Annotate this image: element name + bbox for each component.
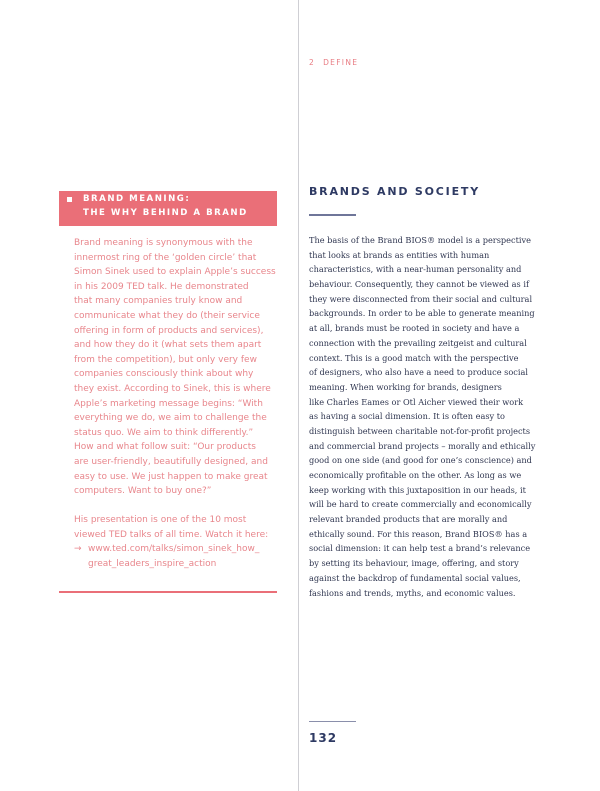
title-rule — [309, 214, 356, 216]
text-line: and how they do it (what sets them apart — [74, 340, 262, 351]
body-line: and commercial brand projects – morally and ethically — [309, 440, 536, 451]
body-line: of designers, who also have a need to produce social — [309, 367, 529, 378]
sidebar-bottom-rule — [59, 591, 277, 593]
body-line: social dimension: it can help test a brand’s relevance — [309, 543, 531, 554]
body-line: against the backdrop of fundamental social values, — [309, 572, 521, 583]
body-line: distinguish between charitable not-for-profit projects — [309, 425, 531, 436]
body-line: meaning. When working for brands, designers — [309, 381, 502, 392]
square-bullet-icon — [67, 197, 72, 202]
text-line: status quo. We aim to think differently.” — [74, 427, 254, 438]
text-line: innermost ring of the ‘golden circle’ that — [74, 252, 257, 263]
text-line: Brand meaning is synonymous with the — [74, 238, 253, 248]
chapter-title: DEFINE — [323, 58, 359, 67]
text-line: are user-friendly, beautifully designed, and — [74, 456, 268, 467]
page-number: 132 — [309, 731, 338, 745]
body-line: context. This is a good match with the perspective — [309, 352, 519, 363]
text-line: in his 2009 TED talk. He demonstrated — [74, 281, 249, 292]
folio-rule — [309, 721, 356, 722]
text-line: from the competition), but only very few — [74, 354, 257, 365]
text-line: Apple’s marketing message begins: “With — [74, 398, 263, 409]
body-text — [309, 233, 541, 600]
body-line: connection with the prevailing zeitgeist and cultural — [309, 337, 527, 348]
text-line: His presentation is one of the 10 most — [74, 515, 247, 526]
sidebar-paragraph-2 — [74, 513, 282, 542]
sidebar-heading-line2: THE WHY BEHIND A BRAND — [83, 208, 248, 218]
body-line: by setting its behaviour, image, offering, and story — [309, 558, 519, 569]
text-line: easy to use. We just happen to make great — [74, 471, 268, 482]
body-line: economically profitable on the other. As long as we — [309, 470, 522, 480]
text-line: viewed TED talks of all time. Watch it here: — [74, 529, 269, 540]
chapter-number: 2 — [309, 58, 316, 67]
text-line: offering in form of products and services), — [74, 325, 264, 336]
sidebar-heading-banner — [59, 191, 277, 226]
body-line: fashions and trends, myths, and economic values. — [309, 587, 516, 598]
text-line: they exist. According to Sinek, this is where — [74, 383, 271, 394]
body-line: keep working with this juxtaposition in our heads, it — [309, 484, 526, 495]
body-line: characteristics, with a near-human personality and — [309, 264, 522, 275]
section-title: BRANDS AND SOCIETY — [309, 185, 480, 198]
text-line: everything we do, we aim to challenge the — [74, 413, 267, 424]
text-line: Simon Sinek used to explain Apple’s success — [74, 267, 276, 278]
text-line: computers. Want to buy one?” — [74, 486, 212, 497]
body-line: as having a social dimension. It is often easy to — [309, 411, 505, 422]
arrow-right-icon: → — [74, 544, 82, 555]
body-line: behaviour. Consequently, they cannot be viewed as if — [309, 279, 529, 290]
body-line: like Charles Eames or Otl Aicher viewed their work — [309, 396, 524, 407]
body-line: relevant branded products that are morally and — [309, 514, 508, 525]
body-line: good on one side (and good for one’s conscience) and — [309, 455, 532, 466]
paragraph-gap — [74, 499, 282, 514]
body-line: that looks at brands as entities with human — [309, 249, 490, 260]
ted-link-line2[interactable]: great_leaders_inspire_action — [88, 559, 217, 570]
text-line: How and what follow suit: “Our products — [74, 442, 256, 453]
ted-link-line1[interactable]: www.ted.com/talks/simon_sinek_how_ — [88, 544, 260, 555]
sidebar-paragraph-1 — [74, 236, 282, 499]
ted-talk-link[interactable] — [74, 542, 282, 557]
text-line: companies consciously think about why — [74, 369, 254, 380]
body-line: at all, brands must be rooted in society and have a — [309, 323, 520, 334]
text-line: communicate what they do (their service — [74, 310, 260, 321]
sidebar-heading-line1: BRAND MEANING: — [83, 194, 191, 204]
body-line: The basis of the Brand BIOS® model is a perspective — [309, 235, 531, 245]
sidebar-body — [74, 236, 282, 572]
body-line: will be hard to create commercially and economically — [309, 499, 532, 510]
body-line: backgrounds. In order to be able to generate meaning — [309, 308, 535, 319]
text-line: that many companies truly know and — [74, 296, 243, 307]
body-line: they were disconnected from their social and cultural — [309, 293, 533, 304]
running-head — [309, 58, 358, 67]
body-line: ethically sound. For this reason, Brand BIOS® has a — [309, 528, 528, 539]
